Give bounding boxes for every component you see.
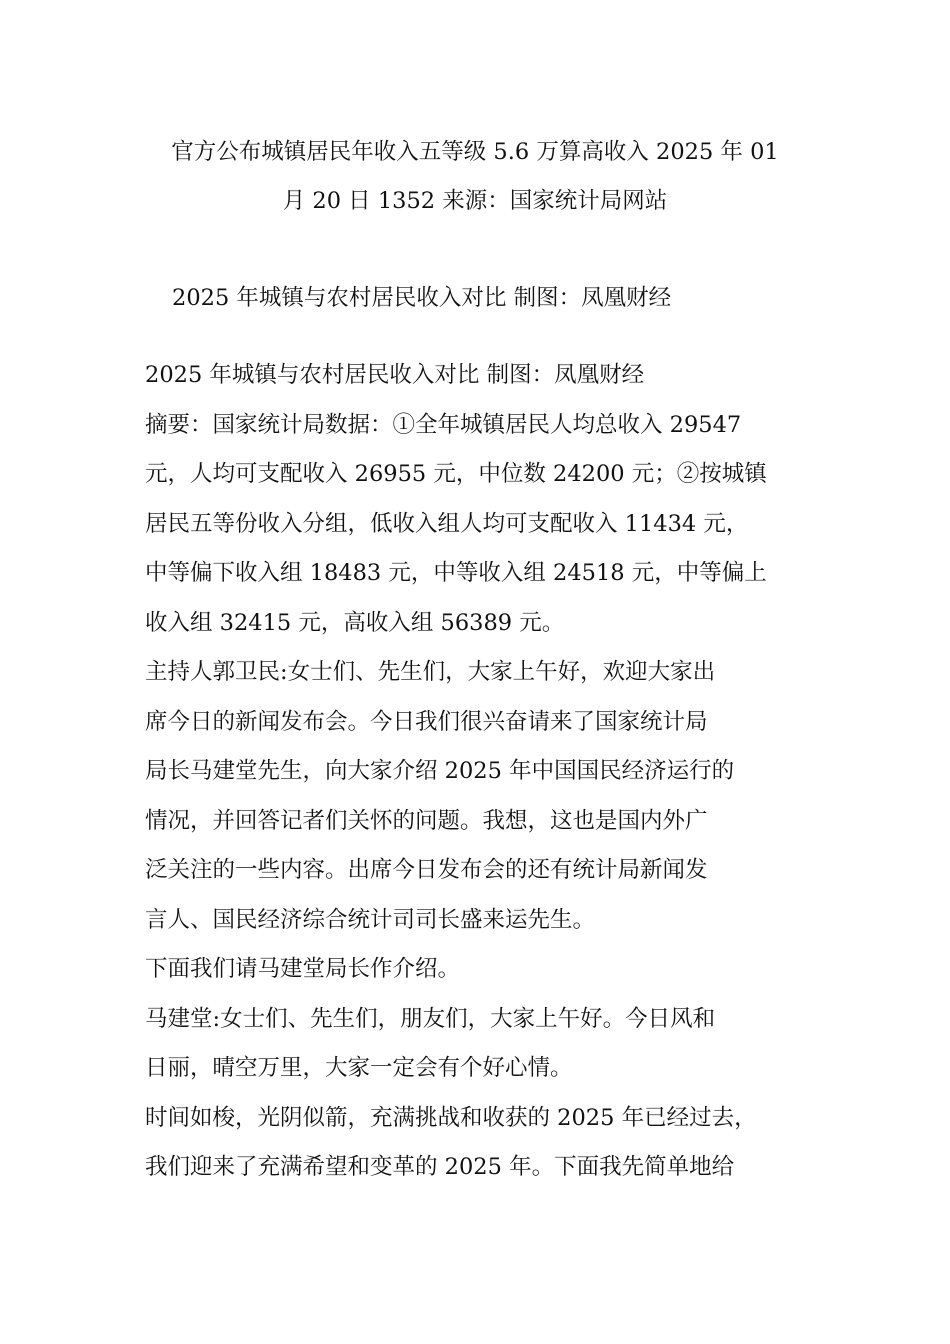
body-line: 居民五等份收入分组，低收入组人均可支配收入 11434 元，: [145, 510, 749, 537]
body-line: 主持人郭卫民:女士们、先生们，大家上午好，欢迎大家出: [145, 659, 716, 685]
body-line: 日丽，晴空万里，大家一定会有个好心情。: [145, 1055, 573, 1081]
body-line: 时间如梭，光阴似箭，充满挑战和收获的 2025 年已经过去，: [145, 1104, 757, 1131]
document-title: [145, 128, 805, 226]
body-line: 元，人均可支配收入 26955 元，中位数 24200 元；②按城镇: [145, 461, 767, 487]
body-line: 局长马建堂先生，向大家介绍 2025 年中国国民经济运行的: [145, 758, 735, 784]
body-line: 中等偏下收入组 18483 元，中等收入组 24518 元，中等偏上: [145, 560, 767, 586]
body-line: 摘要：国家统计局数据：①全年城镇居民人均总收入 29547: [145, 411, 742, 438]
figure-caption: 2025 年城镇与农村居民收入对比 制图：凤凰财经: [172, 285, 672, 311]
body-line: 我们迎来了充满希望和变革的 2025 年。下面我先简单地给: [145, 1154, 735, 1180]
body-line: 席今日的新闻发布会。今日我们很兴奋请来了国家统计局: [145, 708, 708, 735]
body-line: 言人、国民经济综合统计司司长盛来运先生。: [145, 906, 596, 933]
body-line: 泛关注的一些内容。出席今日发布会的还有统计局新闻发: [145, 857, 708, 883]
body-line: 马建堂:女士们、先生们，朋友们，大家上午好。今日风和: [145, 1005, 716, 1032]
title-line: 官方公布城镇居民年收入五等级 5.6 万算高收入 2025 年 01: [171, 139, 779, 165]
title-line: 月 20 日 1352 来源：国家统计局网站: [282, 188, 668, 214]
article-body: [145, 351, 810, 1193]
body-line: 情况，并回答记者们关怀的问题。我想，这也是国内外广: [145, 807, 708, 834]
body-line: 下面我们请马建堂局长作介绍。: [145, 956, 461, 982]
body-line: 收入组 32415 元，高收入组 56389 元。: [145, 609, 565, 636]
body-line: 2025 年城镇与农村居民收入对比 制图：凤凰财经: [145, 362, 645, 388]
